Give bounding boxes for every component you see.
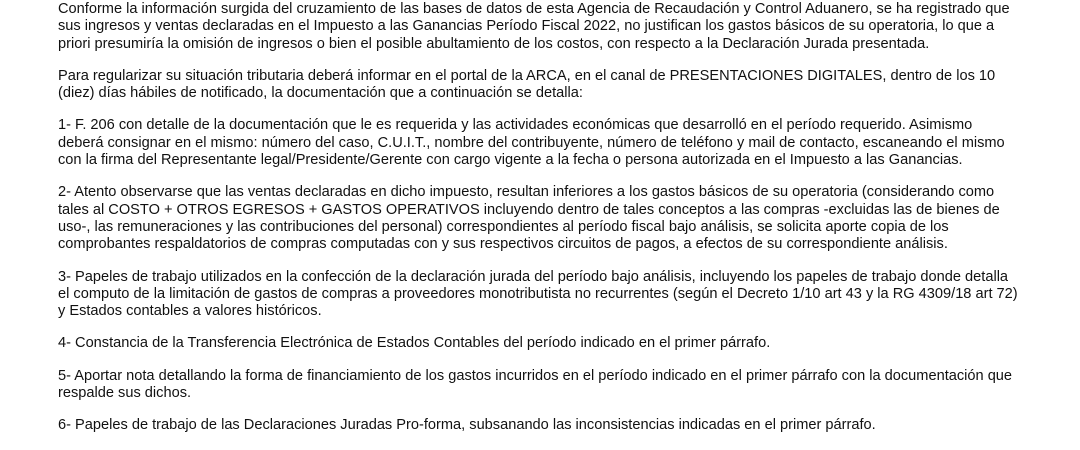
requirement-item-6 [58,417,1024,434]
text-line: 1- F. 206 con detalle de la documentación que le es requerida y las actividades económicas que desarrolló en el período requerido. Asimismo [58,117,973,134]
text-line: con la firma del Representante legal/Presidente/Gerente con cargo vigente a la fecha o persona autorizada en el Impuesto a las Ganancias. [58,152,963,169]
instructions-paragraph [58,68,1024,103]
text-line: Conforme la información surgida del cruzamiento de las bases de datos de esta Agencia de Recaudación y Control Aduanero, se ha registrado que [58,1,1010,17]
text-line: sus ingresos y ventas declaradas en el Impuesto a las Ganancias Período Fiscal 2022, no justifican los gastos básicos de su operatoria, lo que a [58,18,995,35]
requirement-item-2 [58,184,1024,253]
text-line: Para regularizar su situación tributaria deberá informar en el portal de la ARCA, en el canal de PRESENTACIONES DIGITALES, dentro de los 10 [58,67,996,84]
text-line: uso-, las remuneraciones y las contribuciones del personal) correspondientes al período fiscal bajo análisis, se solicita aporte copia de los [58,218,949,235]
requirement-item-5 [58,368,1024,403]
text-line: (diez) días hábiles de notificado, la documentación que a continuación se detalla: [58,85,583,102]
document-body [58,1,1024,450]
text-line: tales al COSTO + OTROS EGRESOS + GASTOS OPERATIVOS incluyendo dentro de tales conceptos a las compras -excluidas las de bienes de [58,201,1000,218]
text-line: deberá consignar en el mismo: número del caso, C.U.I.T., nombre del contribuyente, número de teléfono y mail de contacto, escaneando el mismo [58,134,1005,151]
text-line: 3- Papeles de trabajo utilizados en la confección de la declaración jurada del período bajo análisis, incluyendo los papeles de trabajo donde detalla [58,268,1009,285]
text-line: comprobantes respaldatorios de compras computadas con y sus respectivos circuitos de pagos, a efectos de su correspondiente análisis. [58,236,948,253]
requirement-item-4 [58,335,1024,352]
text-line: 2- Atento observarse que las ventas declaradas en dicho impuesto, resultan inferiores a los gastos básicos de su operatoria (considerando como [58,184,995,201]
text-line: respalde sus dichos. [58,385,192,402]
text-line: 5- Aportar nota detallando la forma de financiamiento de los gastos incurridos en el período indicado en el primer párrafo con la documentación que [58,367,1013,384]
requirement-item-1 [58,117,1024,169]
text-line: y Estados contables a valores históricos. [58,303,322,320]
text-line: 6- Papeles de trabajo de las Declaraciones Juradas Pro-forma, subsanando las inconsistencias indicadas en el primer párrafo. [58,417,876,434]
text-line: priori presumiría la omisión de ingresos o bien el posible abultamiento de los costos, con respecto a la Declaración Jurada presentada. [58,35,930,52]
text-line: 4- Constancia de la Transferencia Electrónica de Estados Contables del período indicado en el primer párrafo. [58,335,771,352]
requirement-item-3 [58,269,1024,321]
intro-paragraph [58,1,1024,53]
text-line: el computo de la limitación de gastos de compras a proveedores monotributista no recurrentes (según el Decreto 1/10 art 43 y la RG 4309/18 art 72) [58,285,1018,302]
